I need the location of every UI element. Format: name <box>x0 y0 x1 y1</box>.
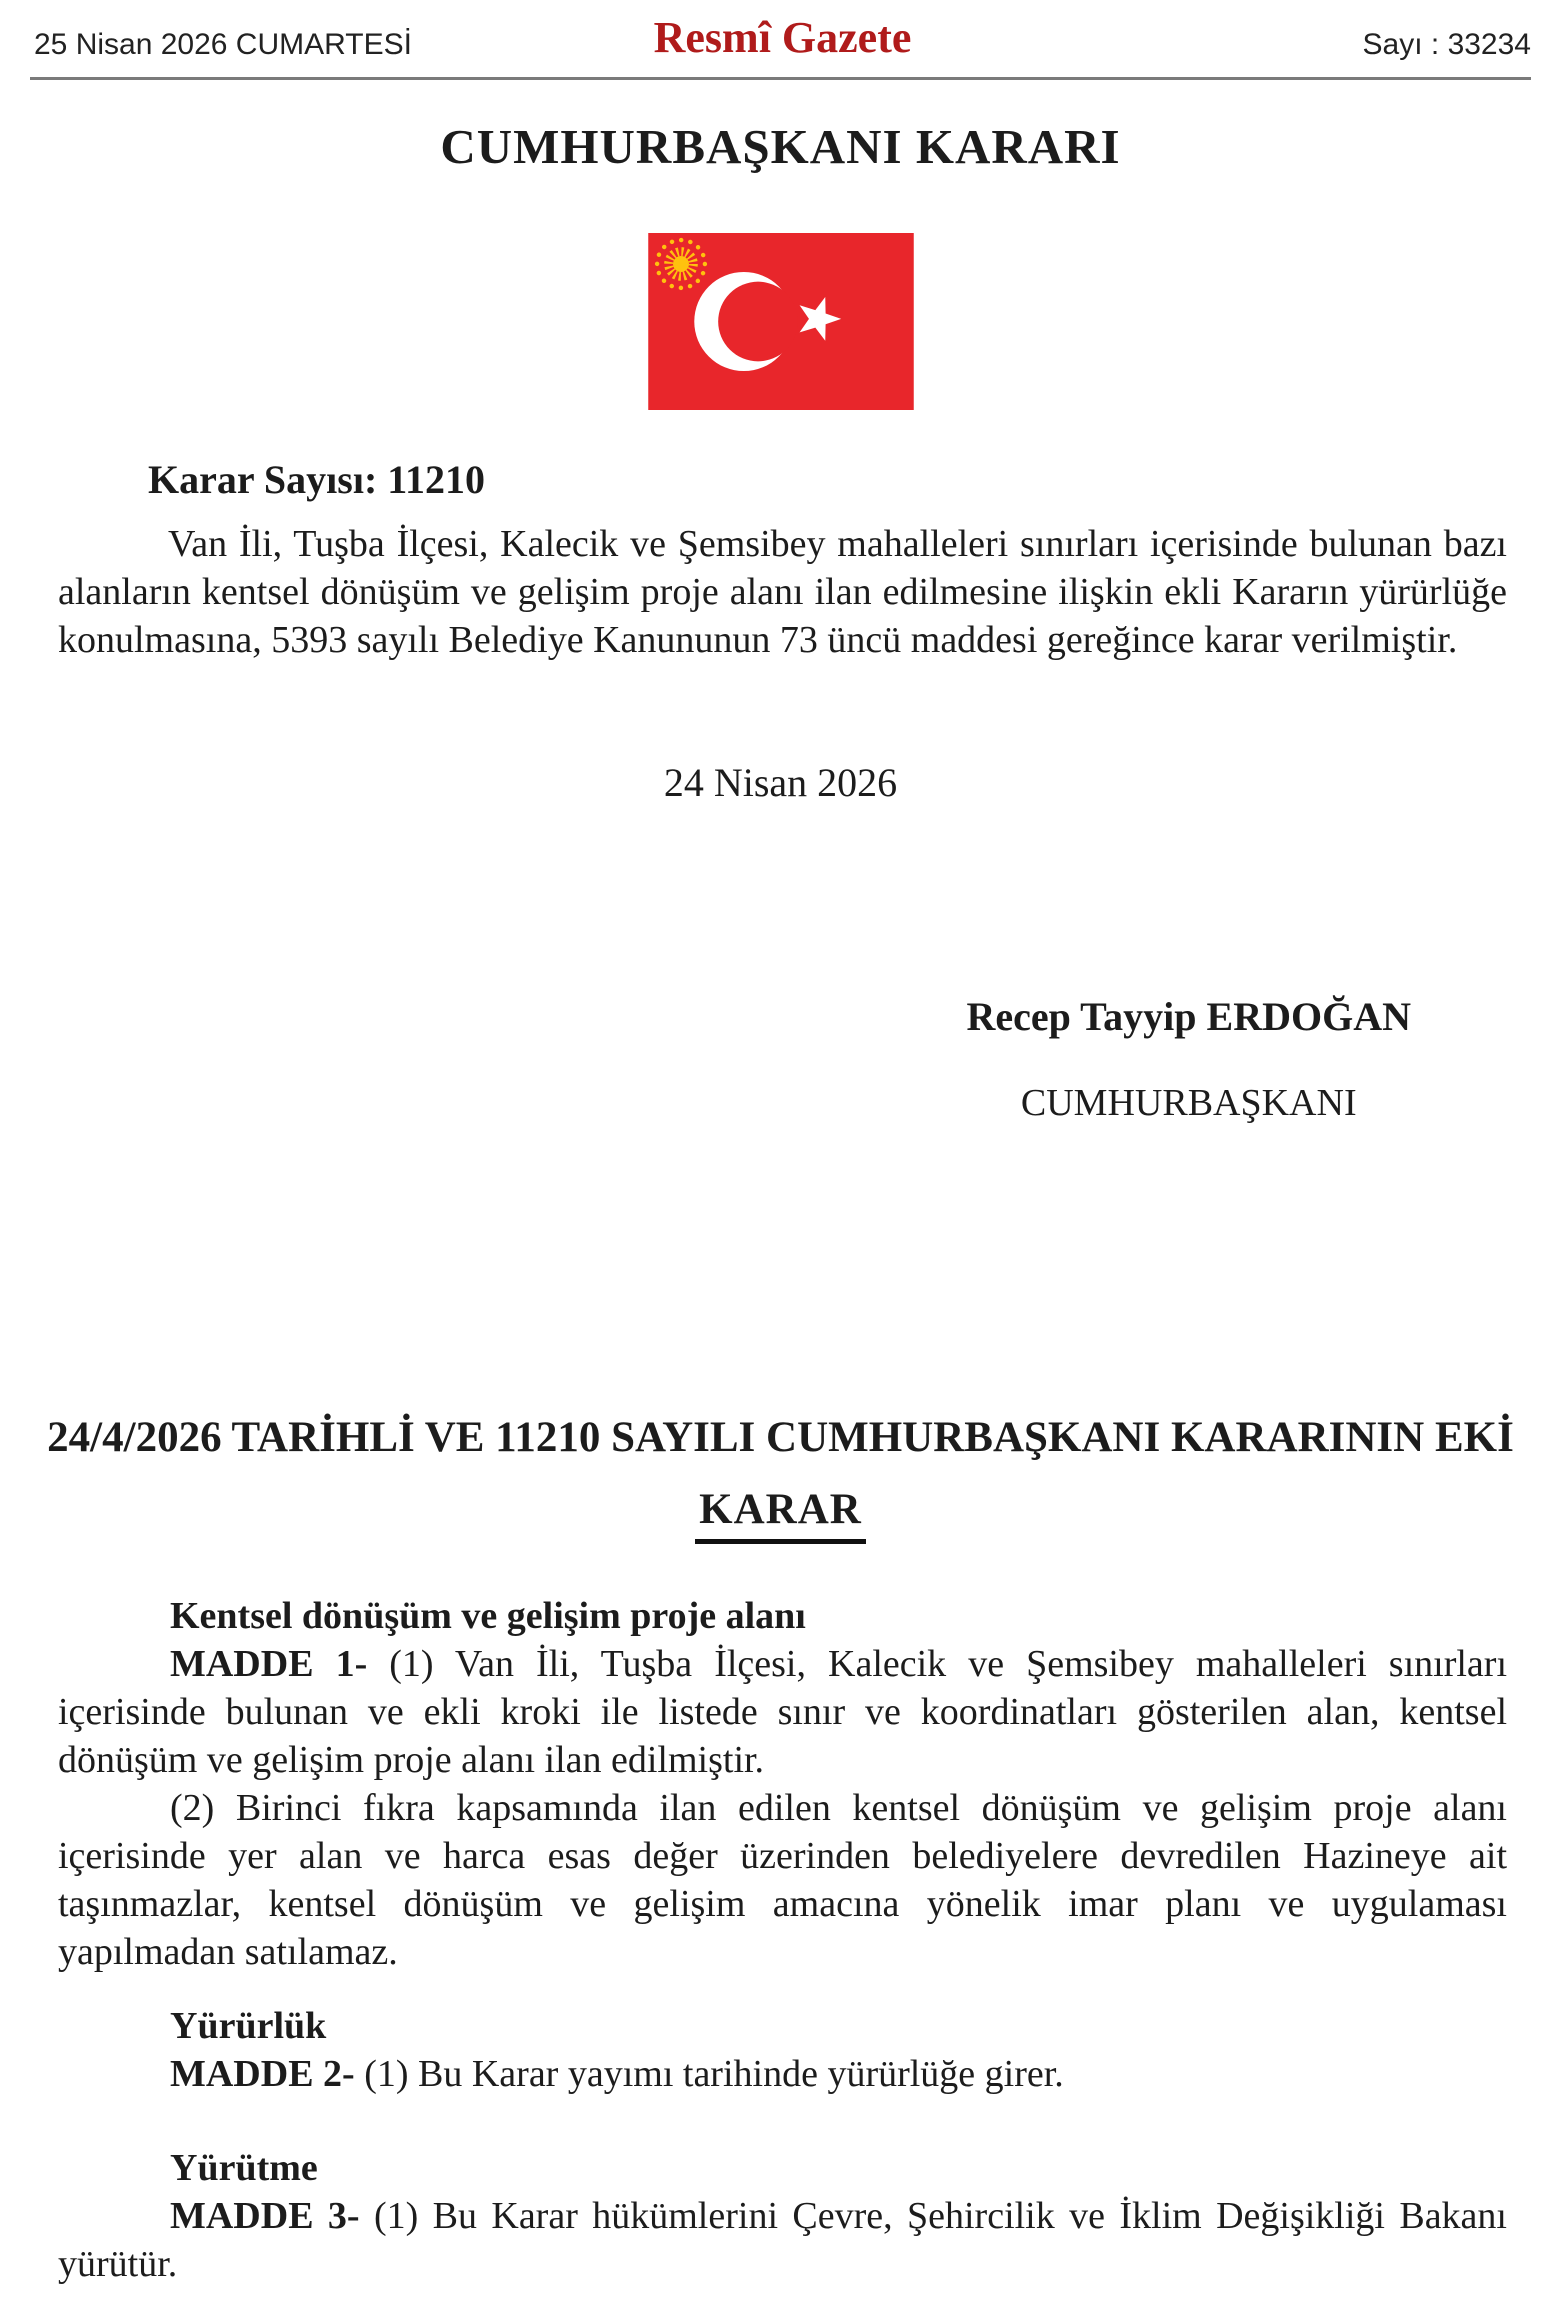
decree-body-paragraph: Van İli, Tuşba İlçesi, Kalecik ve Şemsibey mahalleleri sınırları içerisinde bulunan bazı alanların kentsel dönüşüm ve gelişim proje alanı ilan edilmesine ilişkin ekli Kararın yürürlüğe konulmasına, 5393 sayılı Belediye Kanununun 73 üncü maddesi gereğince karar verilmiştir. <box>58 523 1507 662</box>
decree-number: Karar Sayısı: 11210 <box>148 457 486 503</box>
signature-block <box>967 993 1412 1127</box>
decree-date: 24 Nisan 2026 <box>663 760 898 806</box>
article-1-label: MADDE 1- <box>170 1643 368 1686</box>
signer-name: Recep Tayyip ERDOĞAN <box>966 994 1411 1040</box>
annex-subheading-text: KARAR <box>695 1484 866 1544</box>
section-title-yururluk: Yürürlük <box>170 2005 327 2048</box>
article-3-text: (1) Bu Karar hükümlerini Çevre, Şehircilik ve İklim Değişikliği Bakanı yürütür. <box>58 2195 1507 2286</box>
annex-heading: 24/4/2026 TARİHLİ VE 11210 SAYILI CUMHURBAŞKANI KARARININ EKİ <box>47 1414 1514 1462</box>
issue-number: Sayı : 33234 <box>1362 28 1531 62</box>
article-1-paragraph-1 <box>58 1640 1507 1784</box>
article-3-paragraph <box>58 2192 1507 2288</box>
article-2-text: (1) Bu Karar yayımı tarihinde yürürlüğe girer. <box>354 2053 1064 2096</box>
article-1-paragraph-2: (2) Birinci fıkra kapsamında ilan edilen kentsel dönüşüm ve gelişim proje alanı içerisinde yer alan ve harca esas değer üzerinden belediyelere devredilen Hazineye ait taşınmazlar, kentsel dönüşüm ve gelişim amacına yönelik imar planı ve uygulaması yapılmadan satılamaz. <box>58 1787 1507 1974</box>
presidential-flag <box>0 233 1561 410</box>
decree-title: CUMHURBAŞKANI KARARI <box>440 119 1121 175</box>
section-title-yurutme: Yürütme <box>170 2147 318 2190</box>
turkish-flag-icon <box>648 233 914 410</box>
annex-body <box>58 1592 1507 2288</box>
masthead-divider <box>30 77 1531 80</box>
issue-date: 25 Nisan 2026 CUMARTESİ <box>34 28 412 62</box>
article-2-paragraph <box>58 2050 1507 2098</box>
masthead <box>0 0 1561 62</box>
article-2-label: MADDE 2- <box>170 2053 355 2096</box>
article-3-label: MADDE 3- <box>170 2195 360 2238</box>
gazette-title: Resmî Gazete <box>653 13 912 62</box>
annex-subheading <box>0 1484 1561 1544</box>
section-title-proje-alani: Kentsel dönüşüm ve gelişim proje alanı <box>170 1595 806 1638</box>
signer-title: CUMHURBAŞKANI <box>1020 1082 1357 1125</box>
article-1-text: (1) Van İli, Tuşba İlçesi, Kalecik ve Şemsibey mahalleleri sınırları içerisinde bulunan ve ekli kroki ile listede sınır ve koordinatları gösterilen alan, kentsel dönüşüm ve gelişim proje alanı ilan edilmiştir. <box>58 1643 1508 1782</box>
